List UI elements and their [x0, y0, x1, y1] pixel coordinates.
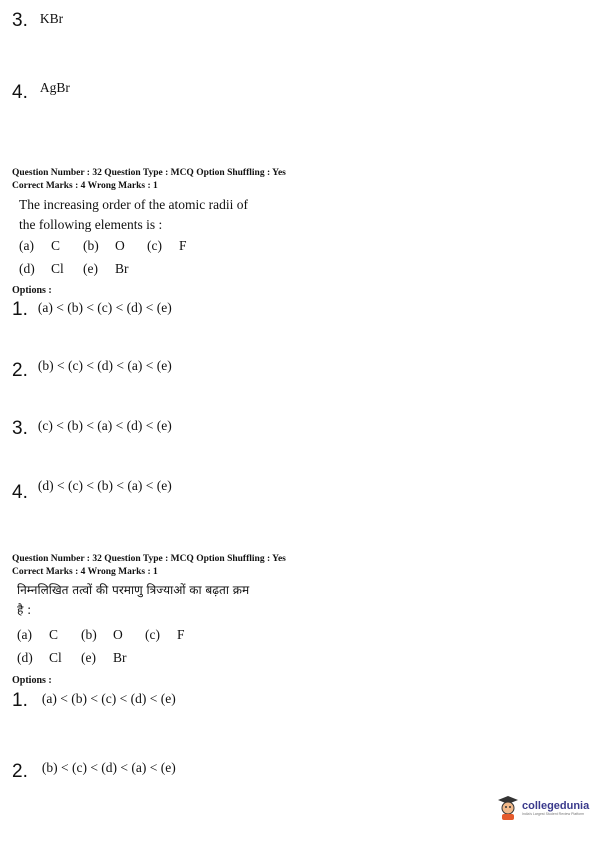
question-meta-en: Question Number : 32 Question Type : MCQ Option Shuffling : Yes Correct Marks : 4 Wrong Marks : 1: [12, 168, 286, 191]
element-grid-hi: (a) C (b) O (c) F (d) Cl (e) Br: [17, 627, 185, 665]
prev-option-3: 3. KBr: [12, 10, 64, 31]
logo-tagline: India's Largest Student Review Platform: [522, 812, 585, 816]
options-label-en: Options :: [12, 285, 52, 296]
graduate-mascot-icon: [497, 795, 519, 821]
question-text-hi: निम्नलिखित तत्वों की परमाणु त्रिज्याओं का बढ़ता क्रम है :: [17, 583, 250, 617]
prev-option-4: 4. $^{AgBr}$: [12, 80, 70, 103]
collegedunia-logo: [497, 795, 589, 821]
option-en-2[interactable]: 2. $^{(b) < (c) < (d) < (a) < (e)}$: [12, 358, 172, 381]
question-text-en: The increasing order of the atomic radii of the following elements is :: [19, 197, 249, 232]
option-en-3[interactable]: 3. $^{(c) < (b) < (a) < (d) < (e)}$: [12, 418, 172, 439]
element-grid-en: (a) C (b) O (c) F (d) Cl (e) Br: [19, 238, 187, 276]
option-hi-2[interactable]: 2. $^{(b) < (c) < (d) < (a) < (e)}$: [12, 760, 176, 782]
question-meta-hi: Question Number : 32 Question Type : MCQ Option Shuffling : Yes Correct Marks : 4 Wrong Marks : 1: [12, 554, 286, 577]
options-label-hi: Options :: [12, 675, 52, 686]
logo-brand: collegedunia: [522, 800, 590, 812]
option-hi-1[interactable]: 1. (a) < (b) < (c) < (d) < (e): [12, 690, 176, 711]
option-en-1[interactable]: 1. (a) < (b) < (c) < (d) < (e): [12, 299, 172, 320]
option-en-4[interactable]: 4. $^{(d) < (c) < (b) < (a) < (e)}$: [12, 478, 172, 503]
